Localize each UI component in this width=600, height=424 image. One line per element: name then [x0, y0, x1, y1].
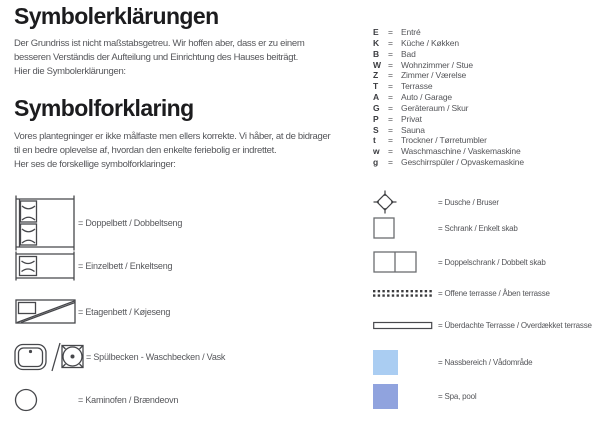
code-label: Wohnzimmer / Stue	[401, 59, 473, 70]
single-cabinet-icon	[373, 217, 438, 239]
code-row	[373, 81, 524, 92]
intro-line: til en bedre oplevelse af, hvordan den enkelte feriebolig er indrettet.	[14, 144, 277, 156]
code-row	[373, 103, 524, 114]
intro-text-danish	[14, 130, 330, 171]
code-key: A	[373, 92, 379, 103]
code-key: B	[373, 48, 379, 59]
page-title-german: Symbolerklärungen	[14, 3, 219, 29]
open-terrace-icon	[373, 289, 438, 298]
symbol-label: = Kaminofen / Brændeovn	[78, 395, 179, 405]
equals-sign: =	[388, 27, 393, 37]
single-bed-icon	[14, 251, 78, 281]
double-cabinet-icon	[373, 251, 438, 273]
double-bed-icon	[14, 195, 78, 251]
equals-sign: =	[388, 157, 393, 168]
code-row	[373, 38, 524, 49]
code-label: Bad	[401, 48, 416, 59]
code-label: Sauna	[401, 124, 425, 135]
symbol-label: = Schrank / Enkelt skab	[438, 223, 518, 233]
code-key: t	[373, 135, 376, 146]
symbol-label: = Doppelschrank / Dobbelt skab	[438, 257, 546, 267]
equals-sign: =	[388, 113, 393, 124]
legend-row-single-cabinet	[373, 217, 518, 239]
code-label: Auto / Garage	[401, 92, 452, 103]
intro-line: Der Grundriss ist nicht maßstabsgetreu. Wir hoffen aber, dass er zu einem	[14, 38, 305, 49]
legend-row-shower	[373, 190, 499, 214]
legend-row-sink	[14, 341, 225, 373]
code-label: Terrasse	[401, 81, 433, 92]
code-key: S	[373, 124, 379, 135]
symbol-label: = Offene terrasse / Åben terrasse	[438, 289, 550, 298]
symbol-label: = Etagenbett / Køjeseng	[78, 307, 171, 317]
intro-line: Her ses de forskellige symbolforklaringer:	[14, 158, 176, 170]
code-row	[373, 114, 524, 125]
code-key: E	[373, 27, 379, 37]
intro-line: Hier die Symbolerklärungen:	[14, 65, 126, 77]
spa-pool-icon	[373, 384, 438, 409]
code-row	[373, 125, 524, 136]
code-key: g	[373, 157, 379, 168]
intro-text-german	[14, 37, 305, 78]
code-key: Z	[373, 70, 379, 81]
legend-row-bunk-bed	[14, 298, 170, 326]
symbol-label: = Spa, pool	[438, 392, 477, 401]
equals-sign: =	[388, 59, 393, 70]
legend-row-spa-pool	[373, 384, 477, 409]
wood-stove-icon	[14, 388, 78, 412]
code-key: K	[373, 37, 379, 48]
equals-sign: =	[388, 135, 393, 146]
legend-row-double-cabinet	[373, 251, 546, 273]
code-row	[373, 49, 524, 60]
symbol-label: = Einzelbett / Enkeltseng	[78, 261, 173, 271]
code-label: Geräteraum / Skur	[401, 102, 469, 113]
page-title-danish: Symbolforklaring	[14, 95, 194, 121]
code-key: w	[373, 146, 380, 157]
code-label: Waschmaschine / Vaskemaskine	[401, 146, 521, 157]
code-label: Geschirrspüler / Opvaskemaskine	[401, 157, 524, 168]
code-label: Entré	[401, 27, 421, 37]
symbol-label: = Doppelbett / Dobbeltseng	[78, 218, 183, 228]
legend-row-double-bed	[14, 195, 182, 251]
shower-icon	[373, 190, 438, 214]
code-label: Zimmer / Værelse	[401, 70, 467, 81]
code-row	[373, 157, 524, 168]
code-row	[373, 135, 524, 146]
symbol-label: = Dusche / Bruser	[438, 197, 499, 207]
equals-sign: =	[388, 37, 393, 48]
symbol-label: = Nassbereich / Vådområde	[438, 358, 533, 367]
wet-area-icon	[373, 350, 438, 375]
code-label: Küche / Køkken	[401, 37, 459, 48]
legend-row-covered-terrace	[373, 321, 592, 330]
bunk-bed-icon	[14, 298, 78, 326]
legend-row-wet-area	[373, 350, 532, 375]
symbol-label: = Spülbecken - Waschbecken / Vask	[86, 352, 226, 362]
letter-code-list	[373, 27, 524, 168]
code-row	[373, 60, 524, 71]
code-row	[373, 92, 524, 103]
code-label: Trockner / Tørretumbler	[401, 135, 487, 146]
code-row	[373, 27, 524, 38]
equals-sign: =	[388, 124, 393, 135]
symbol-label: = Überdachte Terrasse / Overdækket terrasse	[438, 321, 592, 330]
code-row	[373, 70, 524, 81]
equals-sign: =	[388, 48, 393, 59]
code-row	[373, 146, 524, 157]
legend-row-single-bed	[14, 251, 172, 281]
code-key: W	[373, 59, 381, 70]
equals-sign: =	[388, 92, 393, 103]
code-label: Privat	[401, 113, 422, 124]
equals-sign: =	[388, 70, 393, 81]
covered-terrace-icon	[373, 321, 438, 330]
equals-sign: =	[388, 146, 393, 157]
code-key: G	[373, 102, 380, 113]
code-key: P	[373, 113, 379, 124]
sink-washbasin-icon	[14, 341, 86, 373]
code-key: T	[373, 81, 379, 92]
equals-sign: =	[388, 102, 393, 113]
legend-row-stove	[14, 388, 178, 412]
intro-line: Vores plantegninger er ikke målfaste men ellers korrekte. Vi håber, at de bidrager	[14, 131, 331, 142]
intro-line: besseren Verständis der Aufteilung und Einrichtung des Hauses beiträgt.	[14, 51, 298, 63]
legend-row-open-terrace	[373, 289, 550, 298]
equals-sign: =	[388, 81, 393, 92]
